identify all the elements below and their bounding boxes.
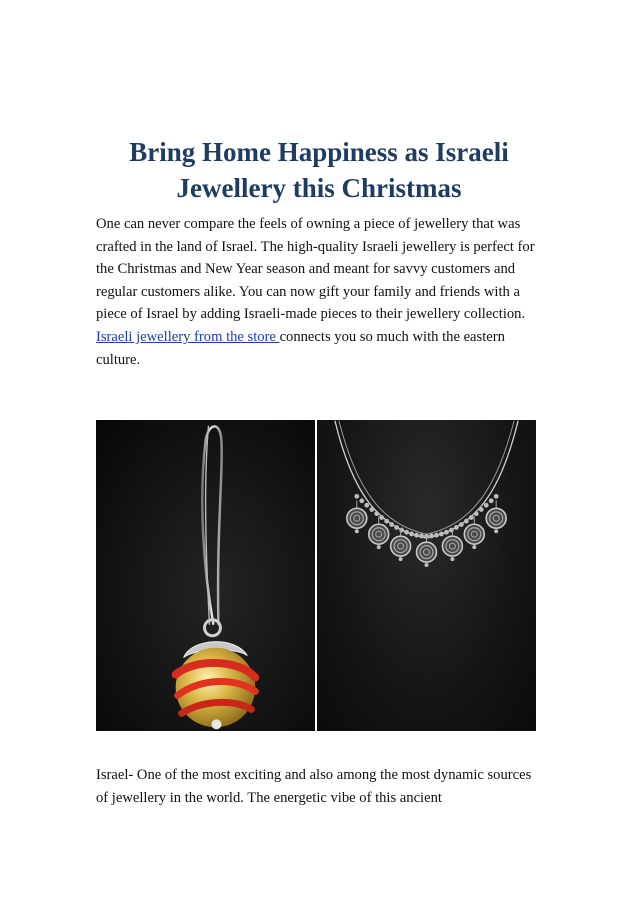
necklace-bead	[384, 519, 389, 524]
pendant-drop-bead	[399, 557, 403, 561]
necklace-bead	[469, 515, 474, 520]
intro-text-end: connects you so much with the eastern culture.	[96, 328, 505, 368]
pendant-drop-bead	[355, 529, 359, 533]
necklace-bead	[474, 511, 479, 516]
necklace-bead	[394, 525, 399, 530]
necklace-bead	[389, 522, 394, 527]
necklace-bead	[414, 533, 419, 538]
necklace-bead	[454, 525, 459, 530]
necklace-illustration	[317, 420, 536, 731]
necklace-bead	[494, 494, 499, 499]
necklace-bead	[489, 498, 494, 503]
necklace-bead	[449, 528, 454, 533]
pendant-drop-bead	[472, 545, 476, 549]
necklace-bead	[429, 534, 434, 539]
necklace-photo	[317, 420, 536, 731]
second-paragraph: Israel- One of the most exciting and also among the most dynamic sources of jewellery in the world. The energetic vibe of this ancient	[96, 767, 532, 806]
pendant-drop-bead	[494, 529, 498, 533]
necklace-bead	[464, 519, 469, 524]
necklace-bead	[359, 498, 364, 503]
page-title	[60, 134, 578, 206]
necklace-bead	[409, 532, 414, 537]
necklace-bead	[484, 503, 489, 508]
necklace-bead	[479, 507, 484, 512]
intro-paragraph	[96, 213, 546, 371]
necklace-bead	[364, 503, 369, 508]
jewellery-photos	[96, 420, 536, 731]
necklace-bead	[434, 533, 439, 538]
necklace-bead	[399, 528, 404, 533]
title-line-1: Bring Home Happiness as Israeli	[129, 137, 509, 167]
necklace-bead	[369, 507, 374, 512]
necklace-bead	[379, 515, 384, 520]
necklace-bead	[419, 534, 424, 539]
necklace-bead	[459, 522, 464, 527]
necklace-bead	[404, 530, 409, 535]
pendant-drop-bead	[425, 563, 429, 567]
pendant-drop-bead	[377, 545, 381, 549]
store-link[interactable]: Israeli jewellery from the store	[96, 328, 280, 345]
necklace-bead	[444, 530, 449, 535]
earring-photo	[96, 420, 315, 731]
necklace-bead	[374, 511, 379, 516]
title-line-2: Jewellery this Christmas	[176, 173, 462, 203]
pendant-drop-bead	[450, 557, 454, 561]
necklace-bead	[354, 494, 359, 499]
intro-text: One can never compare the feels of owning a piece of jewellery that was crafted in the land of Israel. The high-quality Israeli jewellery is perfect for the Christmas and New Year season and meant for savvy customers and regular customers alike. You can now gift your family and friends with a piece of Israel by adding Israeli-made pieces to their jewellery collection.	[96, 216, 535, 323]
necklace-bead	[439, 532, 444, 537]
earring-illustration	[96, 420, 315, 731]
